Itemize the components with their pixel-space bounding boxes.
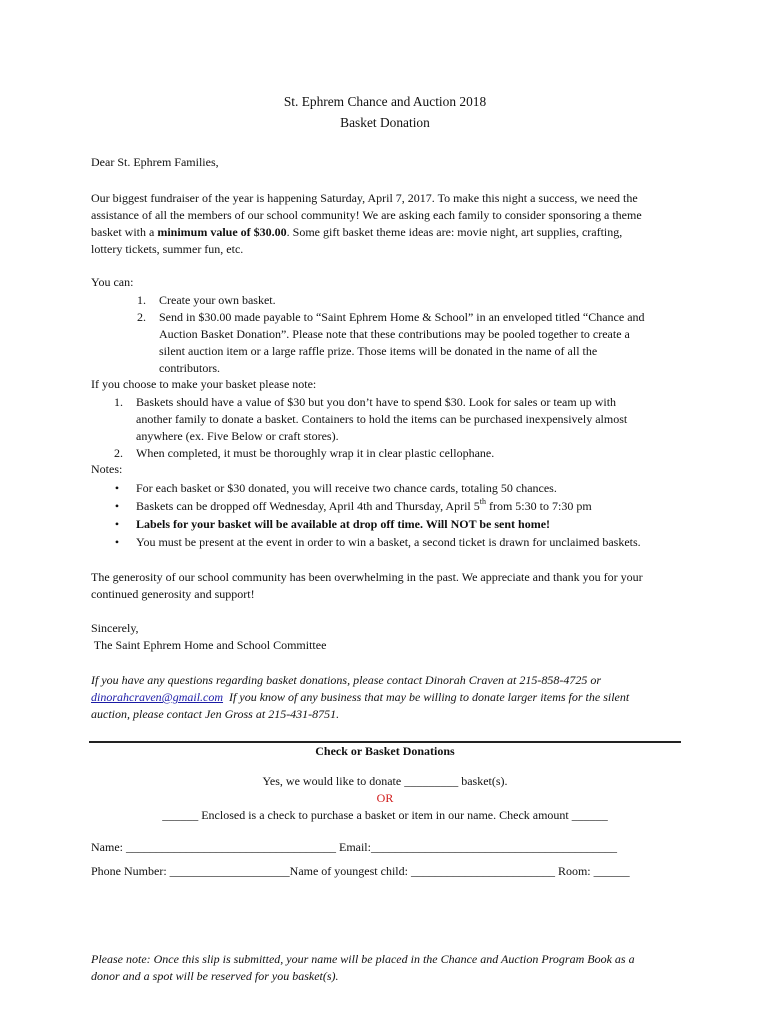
intro-text: . Some gift basket theme ideas are: movie night, art supplies, crafting, [286,225,623,239]
list-item: Create your own basket. [159,293,276,307]
name-email-line[interactable]: Name: ___________________________________ Email:_________________________________________ [91,840,617,854]
contact-text: If you know of any business that may be willing to donate larger items for the silent [223,690,630,704]
donate-basket-line[interactable]: Yes, we would like to donate _________ basket(s). [262,774,508,788]
phone-child-room-line[interactable]: Phone Number: ____________________Name of youngest child: ________________________ Room: ______ [91,864,630,878]
you-can-heading: You can: [91,275,134,289]
cut-line-divider [89,741,681,743]
closing-line: continued generosity and support! [91,587,255,601]
list-item: Labels for your basket will be available at drop off time. Will NOT be sent home! [136,517,551,531]
list-item: another family to donate a basket. Containers to hold the items can be purchased inexpensively almost [136,412,628,426]
list-item: You must be present at the event in order to win a basket, a second ticket is drawn for unclaimed baskets. [136,535,641,549]
signature: The Saint Ephrem Home and School Committee [91,638,327,652]
list-number: 2. [137,310,146,324]
ordinal-suffix: th [479,497,486,506]
intro-line [91,224,622,241]
email-link[interactable]: dinorahcraven@gmail.com [91,690,224,704]
bullet-icon: • [114,481,120,495]
closing-line: The generosity of our school community has been overwhelming in the past. We appreciate and thank you for your [91,570,643,584]
list-item: anywhere (ex. Five Below or craft stores). [136,429,339,443]
dropoff-time: from 5:30 to 7:30 pm [485,499,592,513]
sign-off: Sincerely, [91,621,139,635]
dropoff-text: Baskets can be dropped off Wednesday, April 4th and Thursday, April 5 [136,499,480,513]
contact-line: If you have any questions regarding basket donations, please contact Dinorah Craven at 215-858-4725 or [91,673,602,687]
bullet-icon: • [114,535,120,549]
list-item: Baskets should have a value of $30 but you don’t have to spend $30. Look for sales or team up with [136,395,617,409]
page-subtitle: Basket Donation [340,115,430,130]
basket-note-heading: If you choose to make your basket please note: [91,377,317,391]
bullet-icon: • [114,517,120,531]
list-item: silent auction item or a large raffle prize. Those items will be donated in the name of all the [159,344,598,358]
list-item [136,498,592,515]
or-separator: OR [376,791,394,805]
salutation: Dear St. Ephrem Families, [91,155,219,169]
contact-line [91,689,629,706]
slip-footer-note: Please note: Once this slip is submitted, your name will be placed in the Chance and Auction Program Book as a [91,952,635,966]
notes-heading: Notes: [91,462,123,476]
bullet-icon: • [114,499,120,513]
slip-footer-note: donor and a spot will be reserved for you basket(s). [91,969,339,983]
check-amount-line[interactable]: ______ Enclosed is a check to purchase a basket or item in our name. Check amount ______ [162,808,608,822]
intro-line: assistance of all the members of our school community! We are asking each family to consider sponsoring a theme [91,208,642,222]
list-item: When completed, it must be thoroughly wrap it in clear plastic cellophane. [136,446,495,460]
list-number: 1. [114,395,123,409]
slip-heading: Check or Basket Donations [315,744,455,758]
list-number: 2. [114,446,123,460]
intro-line: lottery tickets, summer fun, etc. [91,242,244,256]
intro-line: Our biggest fundraiser of the year is happening Saturday, April 7, 2017. To make this night a success, we need the [91,191,638,205]
intro-text: basket with a [91,225,158,239]
list-item: For each basket or $30 donated, you will receive two chance cards, totaling 50 chances. [136,481,557,495]
list-item: Send in $30.00 made payable to “Saint Ephrem Home & School” in an enveloped titled “Chance and [159,310,645,324]
page-title: St. Ephrem Chance and Auction 2018 [283,94,487,109]
minimum-value-text: minimum value of $30.00 [157,225,287,239]
list-number: 1. [137,293,146,307]
contact-line: auction, please contact Jen Gross at 215-431-8751. [91,707,340,721]
list-item: Auction Basket Donation”. Please note that these contributions may be pooled together to create a [159,327,630,341]
list-item: contributors. [159,361,220,375]
